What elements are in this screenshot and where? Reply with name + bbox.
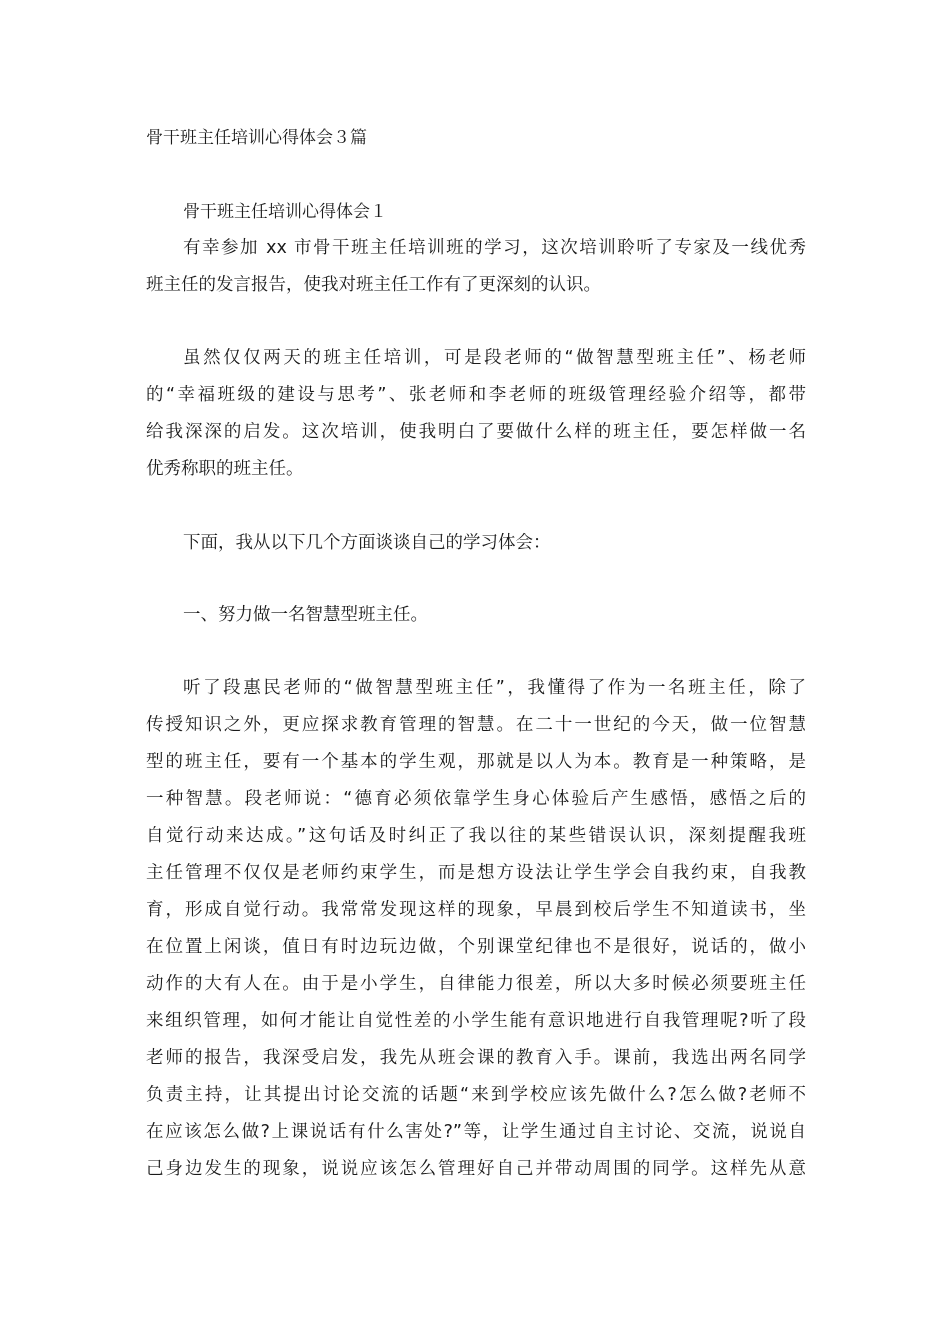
paragraph-line: 主任管理不仅仅是老师约束学生，而是想方设法让学生学会自我约束，自我教: [146, 863, 806, 883]
paragraph-line: 虽然仅仅两天的班主任培训，可是段老师的“做智慧型班主任”、杨老师: [183, 348, 806, 368]
paragraph-line: 下面，我从以下几个方面谈谈自己的学习体会：: [183, 533, 551, 553]
section-title: 骨干班主任培训心得体会１: [183, 202, 387, 222]
paragraph-line: 班主任的发言报告，使我对班主任工作有了更深刻的认识。: [146, 275, 601, 295]
paragraph-line: 的“幸福班级的建设与思考”、张老师和李老师的班级管理经验介绍等，都带: [146, 385, 806, 405]
paragraph-line: 在位置上闲谈，值日有时边玩边做，个别课堂纪律也不是很好，说话的，做小: [146, 937, 806, 957]
paragraph-line: 优秀称职的班主任。: [146, 459, 304, 479]
paragraph-line: 育，形成自觉行动。我常常发现这样的现象，早晨到校后学生不知道读书，坐: [146, 900, 806, 920]
paragraph-line: 型的班主任，要有一个基本的学生观，那就是以人为本。教育是一种策略，是: [146, 752, 806, 772]
paragraph-line: 来组织管理，如何才能让自觉性差的小学生能有意识地进行自我管理呢?听了段: [146, 1011, 806, 1031]
document-title: 骨干班主任培训心得体会３篇: [146, 128, 367, 148]
paragraph-line: 有幸参加 xx 市骨干班主任培训班的学习，这次培训聆听了专家及一线优秀: [183, 238, 806, 258]
paragraph-2: [146, 340, 806, 488]
paragraph-5: [146, 670, 806, 1188]
paragraph-line: 在应该怎么做?上课说话有什么害处?”等，让学生通过自主讨论、交流，说说自: [146, 1122, 806, 1142]
paragraph-line: 传授知识之外，更应探求教育管理的智慧。在二十一世纪的今天，做一位智慧: [146, 715, 806, 735]
paragraph-line: 老师的报告，我深受启发，我先从班会课的教育入手。课前，我选出两名同学: [146, 1048, 806, 1068]
paragraph-line: 自觉行动来达成。”这句话及时纠正了我以往的某些错误认识，深刻提醒我班: [146, 826, 806, 846]
paragraph-line: 一、努力做一名智慧型班主任。: [183, 605, 428, 625]
paragraph-line: 一种智慧。段老师说：“德育必须依靠学生身心体验后产生感悟，感悟之后的: [146, 789, 806, 809]
paragraph-line: 给我深深的启发。这次培训，使我明白了要做什么样的班主任，要怎样做一名: [146, 422, 806, 442]
paragraph-3: [146, 525, 806, 562]
paragraph-line: 己身边发生的现象，说说应该怎么管理好自己并带动周围的同学。这样先从意: [146, 1159, 806, 1179]
paragraph-line: 听了段惠民老师的“做智慧型班主任”，我懂得了作为一名班主任，除了: [183, 678, 806, 698]
paragraph-line: 动作的大有人在。由于是小学生，自律能力很差，所以大多时候必须要班主任: [146, 974, 806, 994]
paragraph-line: 负责主持，让其提出讨论交流的话题“来到学校应该先做什么?怎么做?老师不: [146, 1085, 806, 1105]
paragraph-1: [146, 230, 806, 304]
paragraph-4: [146, 597, 806, 634]
